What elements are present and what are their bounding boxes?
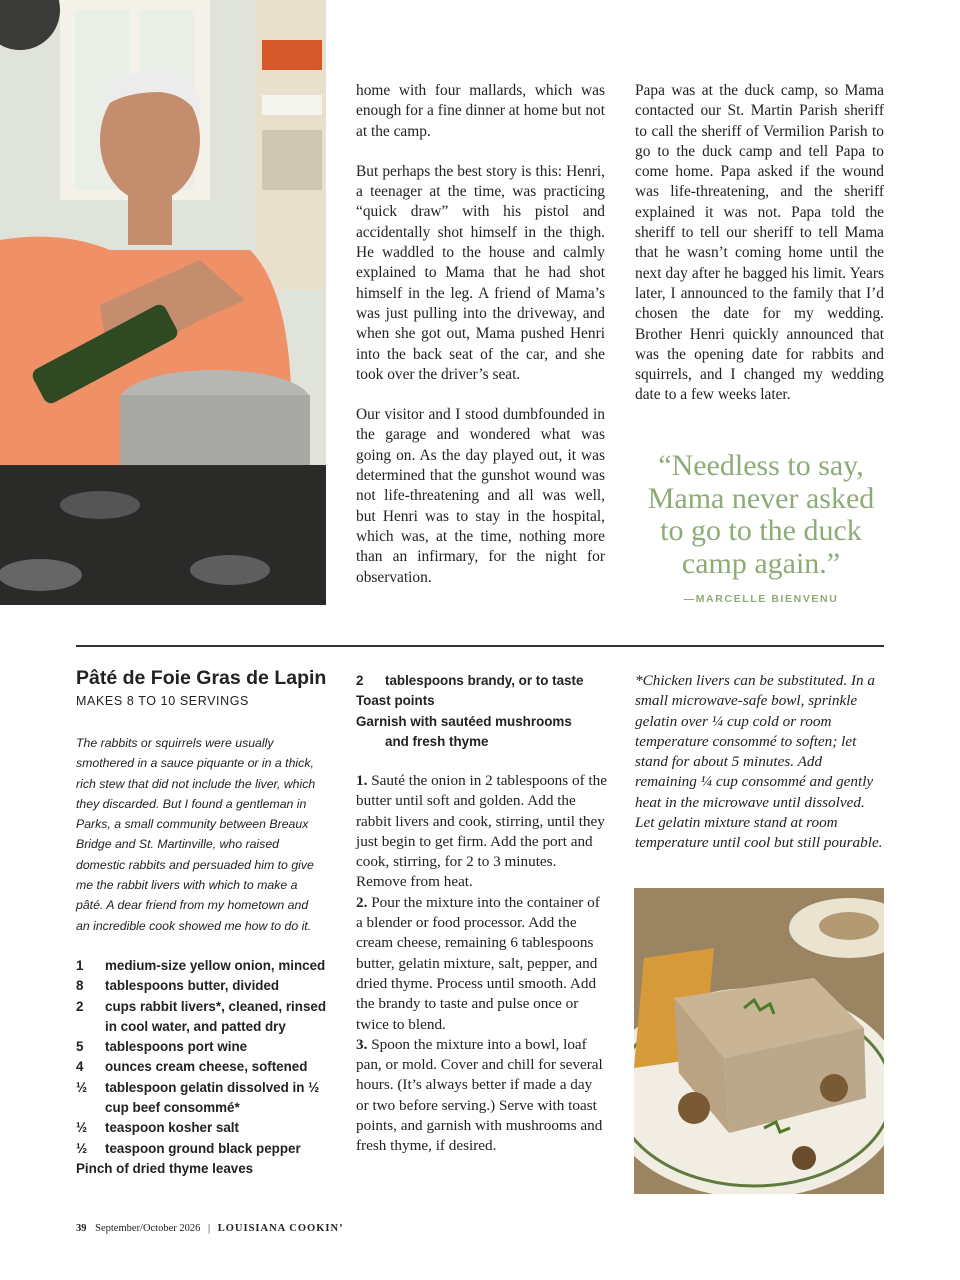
ingredient-quantity: 8 [76, 978, 84, 994]
recipe-title: Pâté de Foie Gras de Lapin [76, 667, 327, 689]
recipe-steps [356, 771, 608, 1157]
cook-photo-illustration [0, 0, 326, 605]
cook-photo [0, 0, 326, 605]
ingredient-text: teaspoon kosher salt [105, 1120, 239, 1136]
ingredient-item [356, 712, 612, 732]
article-paragraph: home with four mallards, which was enough for a fine dinner at home but not at the camp. [356, 82, 605, 140]
pull-quote-attribution: —MARCELLE BIENVENU [683, 593, 839, 605]
recipe-note: *Chicken livers can be substituted. In a small microwave-safe bowl, sprinkle gelatin over ¼ cup cold or room temperature consommé to soften; let stand for about 5 minutes. Add remaining ¼ cup consommé and gently heat in the microwave until dissolved. Let gelatin mixture stand at room temperature until cool but still pourable. [635, 672, 883, 852]
recipe-step [356, 893, 608, 1035]
recipe-yield: MAKES 8 TO 10 SERVINGS [76, 694, 249, 708]
footer-separator: | [208, 1223, 211, 1234]
ingredient-quantity: ½ [76, 1140, 88, 1156]
article-paragraph: But perhaps the best story is this: Henri, a teenager at the time, was practicing “quick draw” with his pistol and accidentally shot himself in the thigh. He waddled to the house and calmly explained to Mama that he had shot himself in the leg. A friend of Mama’s was just pulling into the driveway, and when she got out, Mama pushed Henri into the back seat of the car, and she took over the driver’s seat. [356, 162, 605, 383]
ingredient-list [76, 956, 336, 1179]
ingredient-item [76, 997, 336, 1038]
pull-quote: “Needless to say, Mama never asked to go to the duck camp again.” [647, 449, 875, 580]
ingredient-text: teaspoon ground black pepper [105, 1140, 301, 1156]
article-paragraph: Our visitor and I stood dumbfounded in the garage and wondered what was going on. As the day played out, it was determined that the gunshot wound was not life-threatening and all was well, but Henri was to stay in the hospital, which was, at the time, nothing more than an infirmary, for the night for observation. [356, 406, 605, 586]
ingredient-item [76, 1078, 336, 1119]
recipe-step [356, 771, 608, 893]
ingredient-item [76, 1118, 336, 1138]
ingredient-text: Garnish with sautéed mushrooms [356, 713, 572, 729]
ingredient-text: tablespoons port wine [105, 1039, 248, 1055]
pate-photo-illustration [634, 888, 884, 1194]
ingredient-quantity: ½ [76, 1079, 88, 1095]
ingredient-text: cups rabbit livers*, cleaned, rinsed in cool water, and patted dry [105, 998, 327, 1034]
ingredient-quantity: 1 [76, 958, 84, 973]
ingredient-item [76, 956, 336, 976]
recipe-intro: The rabbits or squirrels were usually smothered in a sauce piquante or in a thick, rich stew that did not include the liver, which they discarded. But I found a gentleman in Parks, a small community between Breaux Bridge and St. Martinville, who raised domestic rabbits and persuaded him to give me the rabbit livers with which to make a pâté. A dear friend from my hometown and an incredible cook showed me how to do it. [76, 736, 316, 933]
ingredient-item [76, 976, 336, 996]
ingredient-text: and fresh thyme [385, 733, 489, 749]
recipe-step [356, 1035, 608, 1157]
ingredient-item [76, 1057, 336, 1077]
ingredient-list-continued [356, 671, 612, 752]
step-text: Pour the mixture into the container of a blender or food processor. Add the cream cheese, remaining 6 tablespoons butter, gelatin mixture, salt, pepper, and dried thyme. Process until smooth. Add the brandy to taste and pulse once or twice to blend. [356, 893, 600, 1033]
article-paragraph: Papa was at the duck camp, so Mama contacted our St. Martin Parish sheriff to call the sheriff of Vermilion Parish to go to the duck camp and tell Papa to come home. Papa asked if the wound was life-threatening, and the sheriff explained it was not. Papa told the sheriff to tell our sheriff to tell Mama that he wasn’t coming home until the next day after he bagged his limit. Years later, I announced to the family that I’d chosen the date for my wedding. Brother Henri quickly announced that was the opening date for rabbits and squirrels, and I changed my wedding date to a few weeks later. [635, 82, 884, 404]
ingredient-text: medium-size yellow onion, minced [105, 958, 326, 973]
ingredient-text: ounces cream cheese, softened [105, 1059, 308, 1075]
ingredient-item [356, 671, 612, 691]
pate-photo [634, 888, 884, 1194]
ingredient-quantity: 2 [356, 673, 364, 688]
ingredient-quantity: 4 [76, 1059, 84, 1075]
ingredient-quantity: 2 [76, 998, 84, 1014]
step-number: 3. [356, 1035, 368, 1053]
step-number: 1. [356, 772, 368, 789]
magazine-name: LOUISIANA COOKIN’ [217, 1223, 344, 1234]
ingredient-text: tablespoons butter, divided [105, 978, 280, 994]
ingredient-text: Pinch of dried thyme leaves [76, 1160, 254, 1176]
section-divider [76, 645, 884, 647]
ingredient-item [76, 1139, 336, 1159]
step-number: 2. [356, 893, 368, 911]
article-column-1 [356, 81, 605, 608]
step-text: Sauté the onion in 2 tablespoons of the butter until soft and golden. Add the rabbit livers and cook, stirring, until they just begin to get firm. Add the port and cook, stirring, for 2 to 3 minutes. Remove from heat. [356, 772, 607, 891]
ingredient-item [76, 1037, 336, 1057]
ingredient-text: tablespoons brandy, or to taste [385, 673, 584, 688]
issue-date: September/October 2026 [95, 1223, 201, 1234]
ingredient-text: tablespoon gelatin dissolved in ½ cup beef consommé* [105, 1079, 320, 1116]
ingredient-item [76, 1159, 336, 1179]
ingredient-quantity: 5 [76, 1039, 84, 1055]
ingredient-quantity: ½ [76, 1120, 88, 1136]
step-text: Spoon the mixture into a bowl, loaf pan, or mold. Cover and chill for several hours. (It’s always better if made a day or two before serving.) Serve with toast points, and garnish with mushrooms and fresh thyme, if desired. [356, 1035, 603, 1155]
page-number: 39 [76, 1223, 87, 1234]
page-footer [76, 1223, 576, 1234]
ingredient-item [356, 691, 612, 711]
ingredient-text: Toast points [356, 693, 435, 709]
article-column-2 [635, 81, 884, 426]
ingredient-item [356, 732, 612, 752]
